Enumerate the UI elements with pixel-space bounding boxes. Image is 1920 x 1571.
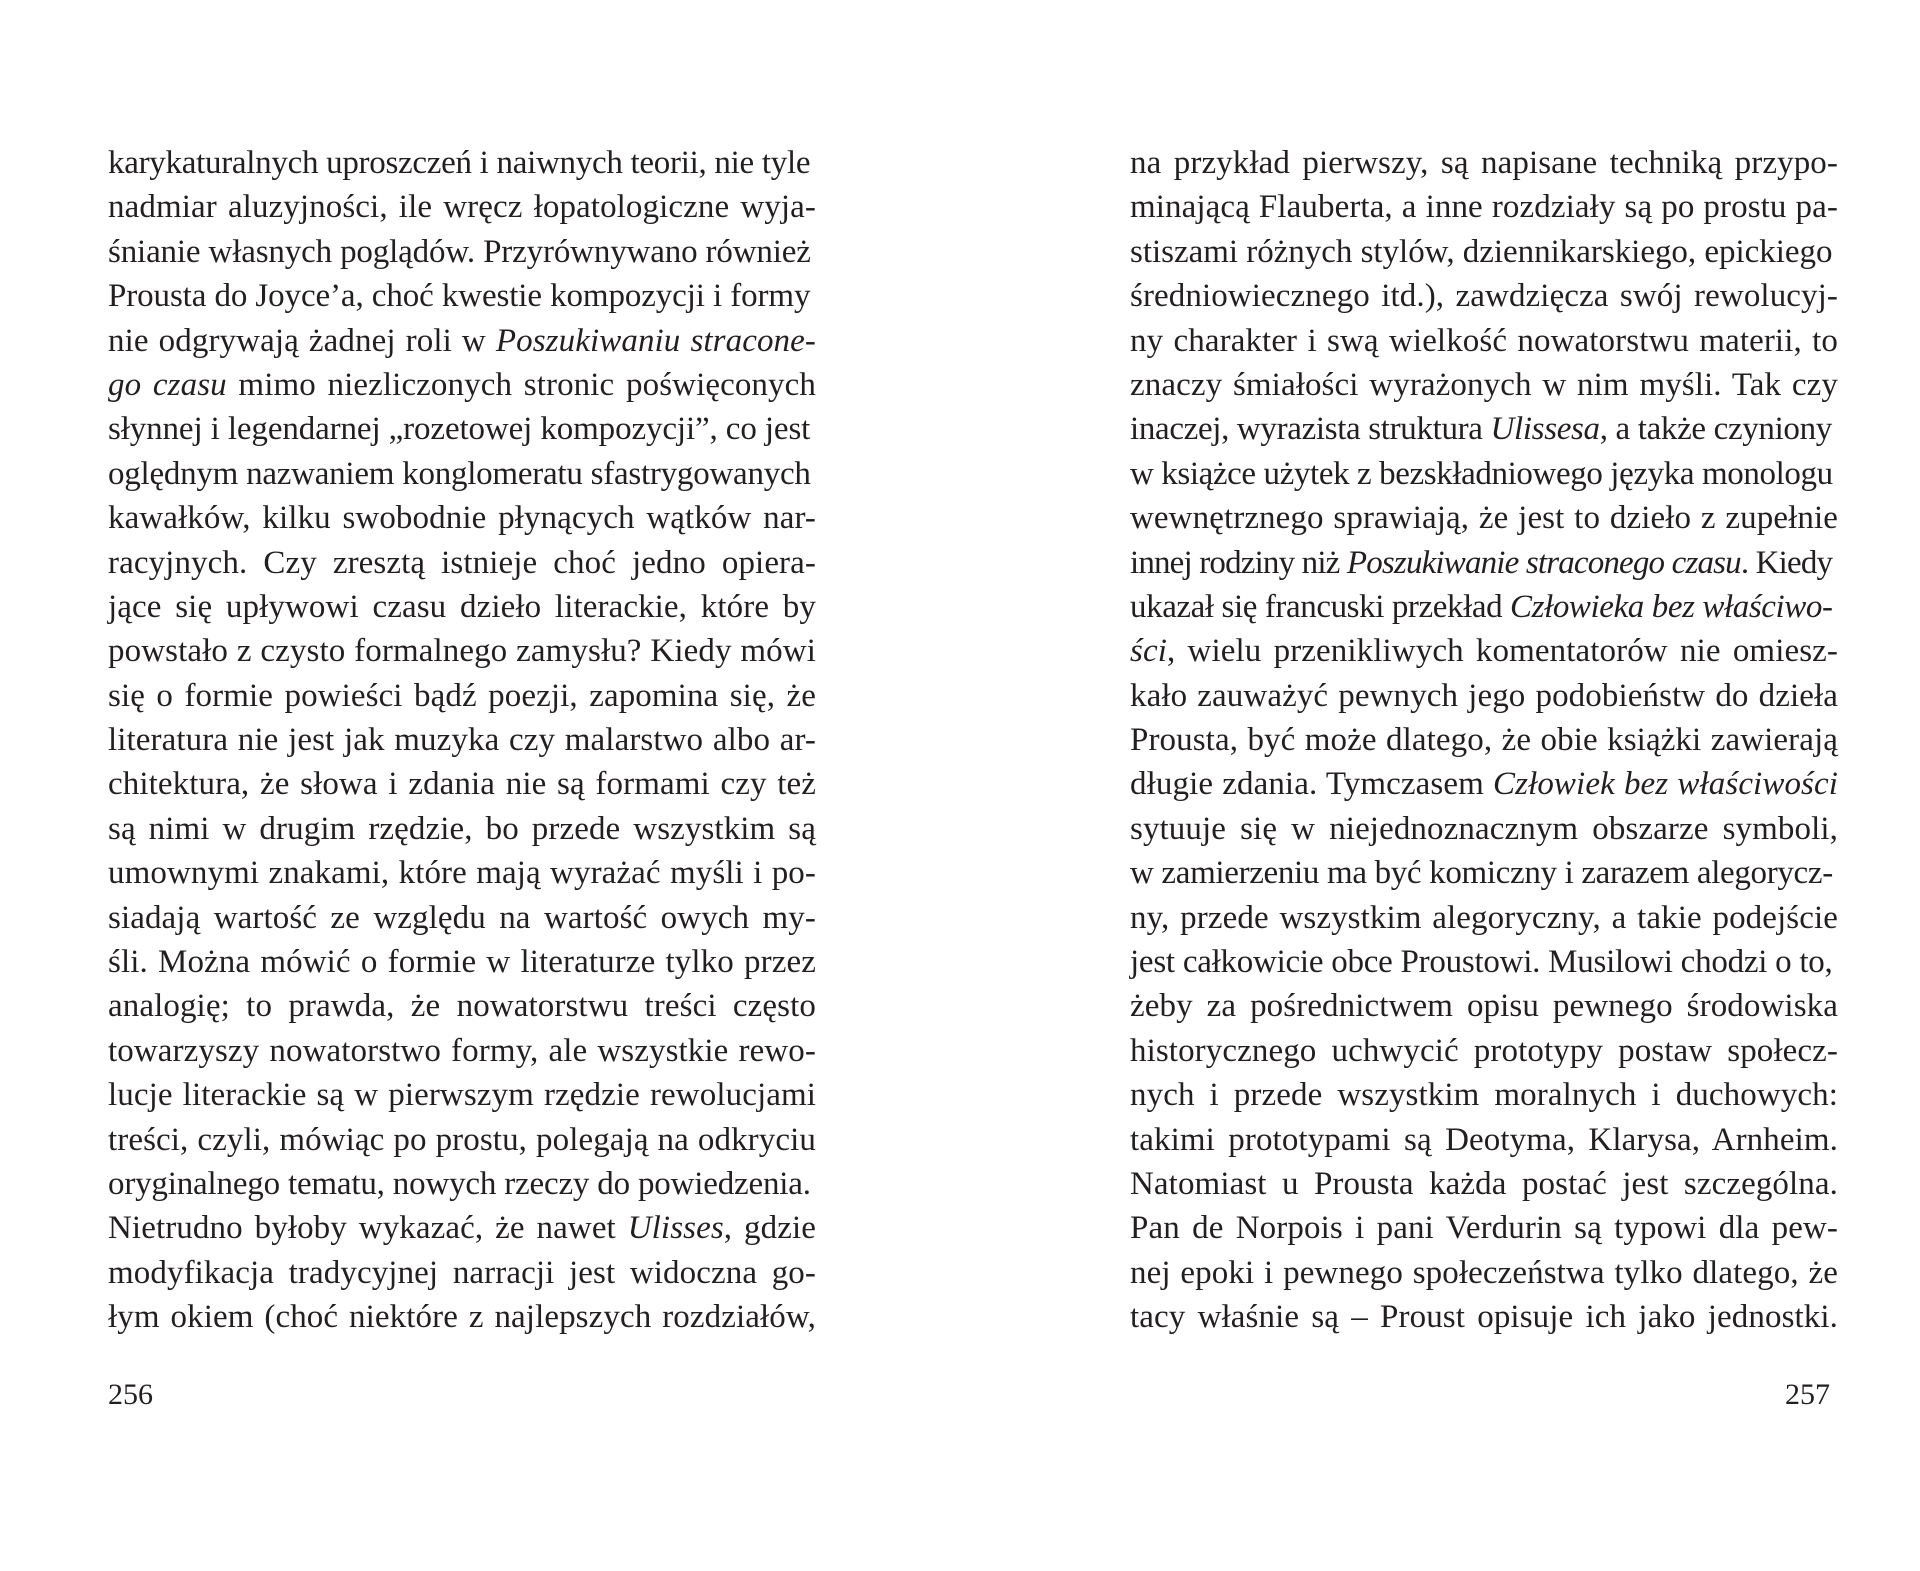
text-line [108, 1118, 816, 1162]
text-line [1130, 274, 1838, 318]
text-line [108, 629, 816, 673]
text-line [108, 363, 816, 407]
text-line [108, 185, 816, 229]
body-text: , wielu przenikliwych komentatorów nie omiesz- [1166, 633, 1838, 670]
text-line [1130, 452, 1838, 496]
italic-title-text: ści [1130, 633, 1167, 670]
body-text: powstało z czysto formalnego zamysłu? Kiedy mówi [108, 633, 816, 670]
body-text: średniowiecznego itd.), zawdzięcza swój rewolucyj- [1130, 278, 1838, 315]
text-line [108, 851, 816, 895]
body-text: Prousta, być może dlatego, że obie książki zawierają [1130, 722, 1838, 759]
text-line [1130, 718, 1838, 762]
body-text: w książce użytek z bezskładniowego języka monologu [1130, 455, 1833, 492]
text-line [108, 585, 816, 629]
text-line [108, 1162, 816, 1206]
body-text: nych i przede wszystkim moralnych i duchowych: [1130, 1077, 1838, 1114]
text-line [1130, 984, 1838, 1028]
text-line [108, 141, 816, 185]
text-line [108, 407, 816, 451]
body-text: śli. Można mówić o formie w literaturze tylko przez [108, 944, 816, 981]
right-page [960, 0, 1920, 1571]
body-text: Pan de Norpois i pani Verdurin są typowi dla pew- [1130, 1210, 1838, 1247]
body-text: literatura nie jest jak muzyka czy malarstwo albo ar- [108, 722, 816, 759]
body-text: lucje literackie są w pierwszym rzędzie rewolucjami [108, 1077, 816, 1114]
text-line [1130, 674, 1838, 718]
text-line [1130, 185, 1838, 229]
page-number-right: 257 [1785, 1378, 1830, 1411]
body-text: znaczy śmiałości wyrażonych w nim myśli. Tak czy [1130, 366, 1838, 403]
body-text: stiszami różnych stylów, dziennikarskiego, epickiego [1130, 233, 1833, 270]
text-line [108, 1295, 816, 1339]
text-line [108, 452, 816, 496]
text-line [108, 807, 816, 851]
text-line [108, 762, 816, 806]
body-text: modyfikacja tradycyjnej narracji jest widoczna go- [108, 1254, 816, 1291]
body-text: ukazał się francuski przekład [1130, 588, 1511, 625]
body-text: Nietrudno byłoby wykazać, że nawet [108, 1210, 628, 1247]
body-text: kało zauważyć pewnych jego podobieństw do dzieła [1130, 677, 1838, 714]
body-text: ny, przede wszystkim alegoryczny, a takie podejście [1130, 899, 1838, 936]
text-line [1130, 541, 1838, 585]
text-line [1130, 762, 1838, 806]
body-text: minającą Flauberta, a inne rozdziały są po prostu pa- [1130, 189, 1838, 226]
body-text: ny charakter i swą wielkość nowatorstwu materii, to [1130, 322, 1838, 359]
text-line [108, 674, 816, 718]
text-line [1130, 230, 1838, 274]
body-text: śnianie własnych poglądów. Przyrównywano również [108, 233, 811, 270]
body-text: w zamierzeniu ma być komiczny i zarazem alegorycz- [1130, 855, 1833, 892]
body-text: mimo niezliczonych stronic poświęconych [226, 366, 816, 403]
text-line [1130, 807, 1838, 851]
page-number-left: 256 [108, 1378, 153, 1411]
body-text: . Kiedy [1740, 544, 1833, 581]
body-text: na przykład pierwszy, są napisane techniką przypo- [1130, 145, 1838, 181]
body-text: jest całkowicie obce Proustowi. Musilowi chodzi o to, [1130, 944, 1833, 981]
body-text: umownymi znakami, które mają wyrażać myśli i po- [108, 855, 816, 892]
text-line [108, 496, 816, 540]
body-text: nie odgrywają żadnej roli w [108, 322, 496, 359]
text-line [1130, 1295, 1838, 1339]
italic-title-text: Poszukiwanie straconego czasu [1346, 544, 1741, 581]
body-text: analogię; to prawda, że nowatorstwu treści często [108, 988, 816, 1025]
italic-title-text: Człowieka bez właściwo- [1510, 588, 1833, 625]
body-text: takimi prototypami są Deotyma, Klarysa, Arnheim. [1130, 1121, 1838, 1158]
body-text: siadają wartość ze względu na wartość owych my- [108, 899, 816, 936]
text-line [1130, 629, 1838, 673]
text-line [1130, 940, 1838, 984]
text-line [1130, 1029, 1838, 1073]
left-page-text [108, 141, 816, 1340]
text-line [1130, 407, 1838, 451]
text-line [1130, 1206, 1838, 1250]
body-text: wewnętrznego sprawiają, że jest to dzieło z zupełnie [1130, 500, 1838, 537]
text-line [108, 940, 816, 984]
text-line [108, 1206, 816, 1250]
italic-title-text: go czasu [108, 366, 227, 403]
body-text: innej rodziny niż [1130, 544, 1347, 581]
italic-title-text: Ulisses [627, 1210, 724, 1247]
text-line [108, 718, 816, 762]
text-line [1130, 496, 1838, 540]
body-text: towarzyszy nowatorstwo formy, ale wszystkie rewo- [108, 1032, 816, 1069]
body-text: , gdzie [723, 1210, 816, 1247]
text-line [108, 1251, 816, 1295]
text-line [1130, 363, 1838, 407]
body-text: oględnym nazwaniem konglomeratu sfastrygowanych [108, 455, 811, 492]
text-line [108, 984, 816, 1028]
italic-title-text: Ulissesa [1490, 411, 1600, 448]
body-text: długie zdania. Tymczasem [1130, 766, 1494, 803]
text-line [108, 896, 816, 940]
body-text: Natomiast u Prousta każda postać jest szczególna. [1130, 1165, 1838, 1202]
text-line [108, 1029, 816, 1073]
text-line [108, 541, 816, 585]
italic-title-text: Poszukiwaniu stracone- [495, 322, 816, 359]
body-text: żeby za pośrednictwem opisu pewnego środowiska [1130, 988, 1838, 1025]
text-line [1130, 1118, 1838, 1162]
text-line [1130, 1073, 1838, 1117]
text-line [1130, 319, 1838, 363]
body-text: są nimi w drugim rzędzie, bo przede wszystkim są [108, 810, 816, 847]
body-text: się o formie powieści bądź poezji, zapomina się, że [108, 677, 816, 714]
body-text: tacy właśnie są – Proust opisuje ich jako jednostki. [1130, 1299, 1838, 1336]
body-text: chitektura, że słowa i zdania nie są formami czy też [108, 766, 816, 803]
body-text: łym okiem (choć niektóre z najlepszych rozdziałów, [108, 1299, 816, 1336]
text-line [1130, 851, 1838, 895]
text-line [1130, 896, 1838, 940]
body-text: nej epoki i pewnego społeczeństwa tylko dlatego, że [1130, 1254, 1838, 1291]
text-line [1130, 585, 1838, 629]
italic-title-text: Człowiek bez właściwości [1493, 766, 1838, 803]
text-line [108, 319, 816, 363]
body-text: racyjnych. Czy zresztą istnieje choć jedno opiera- [108, 544, 816, 581]
text-line [108, 1073, 816, 1117]
text-line [108, 274, 816, 318]
right-page-text [1130, 141, 1838, 1340]
body-text: treści, czyli, mówiąc po prostu, polegają na odkryciu [108, 1121, 816, 1158]
text-line [108, 230, 816, 274]
body-text: oryginalnego tematu, nowych rzeczy do powiedzenia. [108, 1165, 811, 1202]
body-text: sytuuje się w niejednoznacznym obszarze symboli, [1130, 810, 1838, 847]
body-text: inaczej, wyrazista struktura [1130, 411, 1491, 448]
body-text: nadmiar aluzyjności, ile wręcz łopatologiczne wyja- [108, 189, 816, 226]
body-text: historycznego uchwycić prototypy postaw społecz- [1130, 1032, 1838, 1069]
body-text: , a także czyniony [1599, 411, 1832, 448]
text-line [1130, 1162, 1838, 1206]
text-line [1130, 1251, 1838, 1295]
body-text: Prousta do Joyce’a, choć kwestie kompozycji i formy [108, 278, 811, 315]
body-text: kawałków, kilku swobodnie płynących wątków nar- [108, 500, 816, 537]
body-text: jące się upływowi czasu dzieło literackie, które by [108, 588, 816, 625]
body-text: karykaturalnych uproszczeń i naiwnych teorii, nie tyle [108, 145, 811, 181]
text-line [1130, 141, 1838, 185]
body-text: słynnej i legendarnej „rozetowej kompozycji”, co jest [108, 411, 811, 448]
